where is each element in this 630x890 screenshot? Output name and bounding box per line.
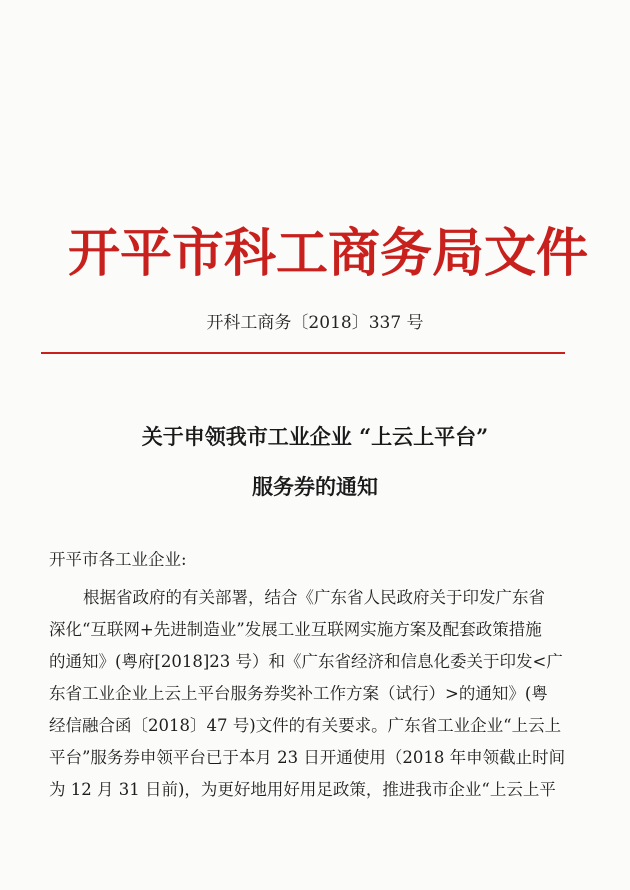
body-line-2: 深化“互联网+先进制造业”发展工业互联网实施方案及配套政策措施 (49, 620, 542, 639)
notice-title-line-2: 服务券的通知 (252, 474, 378, 499)
body-line-1: 根据省政府的有关部署，结合《广东省人民政府关于印发广东省 (83, 588, 545, 607)
body-line-6: 平台”服务券申领平台已于本月 23 日开通使用（2018 年申领截止时间 (49, 748, 566, 767)
notice-title-line-1: 关于申领我市工业企业 “上云上平台” (141, 424, 489, 449)
body-line-3: 的通知》(粤府[2018]23 号）和《广东省经济和信息化委关于印发<广 (49, 652, 563, 671)
issuer-header-title: 开平市科工商务局文件 (68, 223, 589, 284)
salutation: 开平市各工业企业: (49, 550, 187, 569)
red-header-rule (41, 352, 565, 354)
body-line-4: 东省工业企业上云上平台服务券奖补工作方案（试行）>的通知》(粤 (49, 684, 548, 703)
body-line-5: 经信融合函〔2018〕47 号)文件的有关要求。广东省工业企业“上云上 (49, 716, 562, 735)
body-line-7: 为 12 月 31 日前)，为更好地用好用足政策，推进我市企业“上云上平 (49, 780, 556, 799)
document-number: 开科工商务〔2018〕337 号 (206, 313, 424, 333)
body-paragraph (49, 582, 585, 806)
